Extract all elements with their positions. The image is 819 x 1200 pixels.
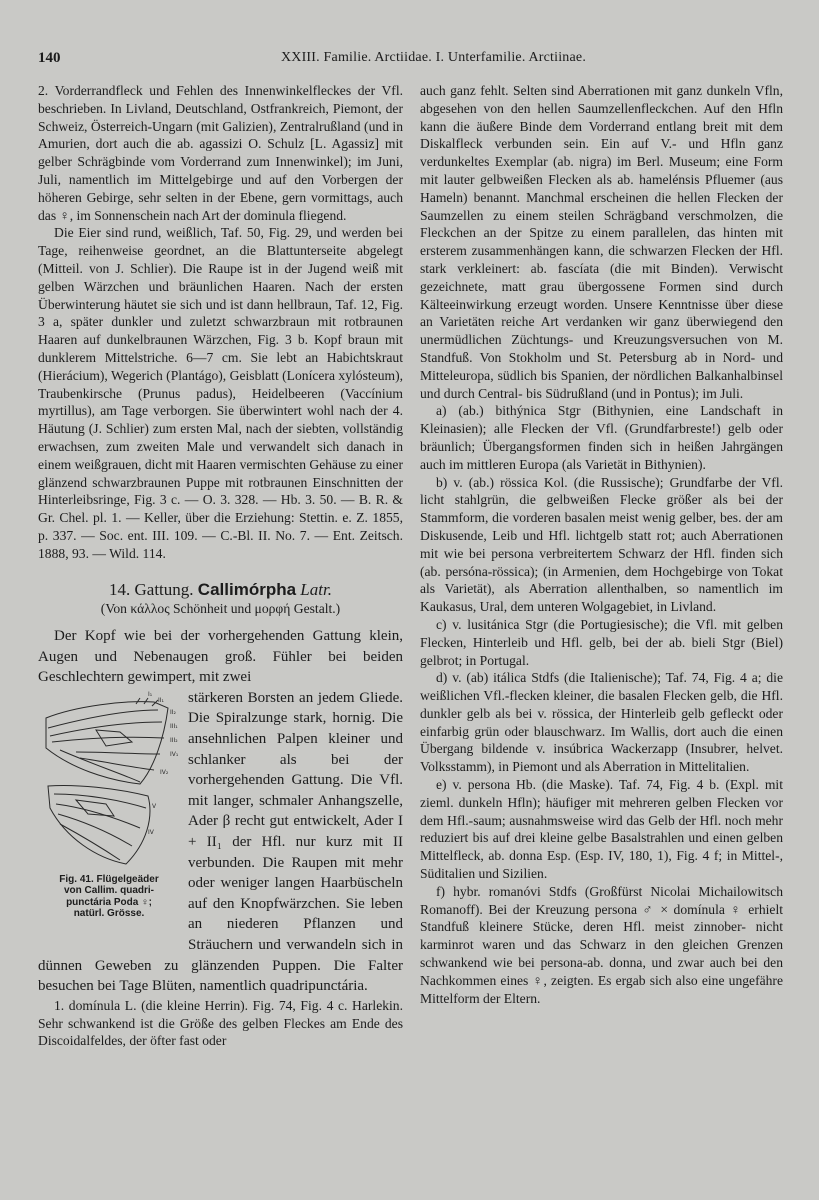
genus-description-wrap: stärkeren Borsten an jedem Gliede. Die Spiralzunge stark, hornig. Die ansehnlichen Palpen kleiner und schlanker als bei der vorhergehenden Gattung. Die Vfl. mit langer, schmaler Anhangszelle, Ader β recht gut entwickelt, Ader I + II₁ der Hfl. nur kurz mit II verbunden. Die Raupen mit mehr oder weniger langen Haarbüscheln auf den Knopfwärzchen. Sie leben an niederen Pflanzen und Sträuchern und verwandeln sich in dünnen Geweben zu glänzenden Puppen. Die Falter besuchen bei Tage Blüten, namentlich quadripunctária.	[38, 689, 403, 995]
figure-caption-line-4: natürl. Grösse.	[73, 908, 145, 920]
svg-text:IV₁: IV₁	[170, 750, 179, 758]
svg-text:I₁: I₁	[148, 690, 153, 698]
variety-b-rossica: b) v. (ab.) rössica Kol. (die Russische); Grundfarbe der Vfl. licht stahlgrün, die gelbweißen Flecke größer als bei der Stammform, die vorderen basalen meist wenig gelber, bes. der am Diskusende, Leib und Hfl. lichtgelb statt rot; auch Aberrationen mit wie bei persona verbreitertem Schwarz der Hfl. finden sich (ab. persóna-rössica); (in Armenien, dem Hochgebirge von Tokat als Varietät), als Aberration allenthalben, so namentlich im Kaukasus, Ural, dem unteren Wolgagebiet, in Livland.	[420, 474, 783, 615]
figure-caption-line-2: von Callim. quadri-	[63, 885, 154, 897]
variety-a-bithynica: a) (ab.) bithýnica Stgr (Bithynien, eine Landschaft in Kleinasien); alle Flecken der Vfl. (Grundfarbreste!) gelb oder bräunlich; Übergangsformen finden sich in heißen Jahrgängen auch im mittleren Europa (als Varietät in Bithynien).	[420, 403, 783, 472]
wing-venation-figure	[36, 688, 182, 938]
svg-text:IV: IV	[148, 828, 154, 836]
figure-caption-line-1: Fig. 41. Flügelgeäder	[59, 873, 159, 885]
svg-text:II₁: II₁	[158, 696, 164, 704]
figure-caption-line-3: punctária Poda ♀;	[66, 896, 152, 908]
figure-caption	[36, 874, 182, 920]
running-head-title: XXIII. Familie. Arctiidae. I. Unterfamilie. Arctiinae.	[280, 50, 587, 65]
left-column	[38, 82, 403, 1050]
page-number: 140	[38, 50, 61, 66]
wing-venation-drawing	[36, 688, 182, 874]
right-paragraph-1: auch ganz fehlt. Selten sind Aberrationen mit ganz dunkeln Vfln, abgesehen von den hellen Saumzellenfleckchen. Auf den Hfln kann die äußere Binde dem Vorderrand entlang breit mit dem Diskalfleck verbunden sein. Ein auf V.- und Hfln ganz verdunkeltes Exemplar (ab. nigra) im Berl. Museum; eine Form mit lauter gelbweißen Flecken als ab. hamelénsis Pfluemer (aus Hameln) benannt. Manchmal erscheinen die hellen Flecken der Saumzellen zu einem steilen Schrägband verschmolzen, die Fleckchen an der Spitze zu einem parallelen, das hinten mit ersterem zusammenhängen kann, die schwarzen Flecken der Hfl. stark verkleinert: ab. fascíata (die mit Binden). Verwischt gezeichnete, matt grau übergossene Formen sind durch Kälteeinwirkung erzeugt worden. Unsere Kenntnisse über diese an Varietäten reiche Art verdanken wir ganz überwiegend den unermüdlichen Züchtungs- und Kreuzungsversuchen von M. Standfuß. Von Stokholm und St. Petersburg ab in Nord- und Mitteleuropa, südlich bis Spanien, der nördlichen Balkanhalbinsel und durch Central- bis Südrußland (und in Pontus); im Juli.	[420, 83, 783, 401]
genus-author: Latr.	[300, 579, 332, 599]
left-paragraph-1: 2. Vorderrandfleck und Fehlen des Innenwinkelfleckes der Vfl. beschrieben. In Livland, Deutschland, Ostfrankreich, Piemont, der Schweiz, Österreich-Ungarn (mit Galizien), Zentralrußland (und in Amurien, dort auch die ab. agassizi O. Schulz [L. Agassiz] mit gelber Schrägbinde vom Vorderrand zum Innenwinkel); im Juni, Juli, namentlich im Mittelgebirge und auf den Vorbergen der höheren Gebirge, sehr selten in der Ebene, gern vormittags, auch das ♀, im Sonnenschein nach Art der dominula fliegend.	[38, 83, 403, 223]
species-dominula-intro: 1. domínula L. (die kleine Herrin). Fig. 74, Fig. 4 c. Harlekin. Sehr schwankend ist die Größe des gelben Fleckes am Ende des Discoidalfeldes, der öfter fast oder	[38, 997, 403, 1049]
svg-text:V: V	[152, 802, 157, 810]
svg-text:II₂: II₂	[170, 708, 176, 716]
genus-heading	[38, 581, 403, 599]
right-column	[420, 82, 783, 1007]
svg-text:III₁: III₁	[170, 722, 178, 730]
genus-name: Callimórpha	[197, 579, 297, 599]
variety-e-persona: e) v. persona Hb. (die Maske). Taf. 74, Fig. 4 b. (Expl. mit zieml. dunkeln Hfln); häufiger mit mehreren gelben Flecken vor dem Hfl.-saum; ausnahmsweise wird das Gelb der Hfl. noch mehr reduziert bis auf drei kleine gelbe Basalstrahlen und einen gelben Mittelfleck, ab. donna Esp. (Esp. IV, 180, 1), Fig. 4 f; in Mittel-, Süditalien und Sizilien.	[420, 777, 783, 882]
genus-number: 14. Gattung.	[109, 579, 194, 599]
genus-description-top: Der Kopf wie bei der vorhergehenden Gattung klein, Augen und Nebenaugen groß. Fühler bei beiden Geschlechtern gewimpert, mit zwei	[38, 628, 403, 686]
svg-text:IV₂: IV₂	[160, 768, 169, 776]
genus-description	[38, 626, 403, 997]
variety-d-italica: d) v. (ab) itálica Stdfs (die Italienische); Taf. 74, Fig. 4 a; die weißlichen Vfl.-flecken kleiner, die basalen Flecken gelb, die Hfl. dunkler gelb als bei v. rössica, der Hinterleib gelb gefleckt oder einfarbig grün oder blauschwarz. Im Wallis, dort auch die einen Übergang bildende v. insúbrica Wackerzapp (Insubrer, helvet. Volksstamm), in Piemont und als Aberration in Mittelitalien.	[420, 670, 783, 775]
genus-etymology: (Von κάλλος Schönheit und μορφή Gestalt.)	[100, 601, 341, 617]
variety-c-lusitanica: c) v. lusitánica Stgr (die Portugiesische); die Vfl. mit gelben Flecken, Hinterleib und Hfl. gelb, bei der ab. bieli Stgr (Biel) gelbrot; in Portugal.	[420, 616, 783, 668]
running-header	[38, 50, 789, 70]
svg-text:III₂: III₂	[170, 736, 178, 744]
hybrid-f-romanovi: f) hybr. romanóvi Stdfs (Großfürst Nicolai Michailowitsch Romanoff). Bei der Kreuzung persona ♂ × domínula ♀ erhielt Standfuß kleinere Stücke, deren Hfl. meist zinnober- nicht karminrot waren und das Schwarz in den gleichen Grenzen schwankend wie bei persona-ab. donna, und zwar auch bei den Nachkommen eines ♀, zeigten. Es ergab sich also eine ungefähre Mittelform der Eltern.	[420, 883, 783, 1006]
left-paragraph-2: Die Eier sind rund, weißlich, Taf. 50, Fig. 29, und werden bei Tage, reihenweise geordnet, an die Blattunterseite abgelegt (Mitteil. von J. Schlier). Die Raupe ist in der Jugend weiß mit gelben Wärzchen und bräunlichen Haaren. Nach der ersten Überwinterung häutet sie sich und ist dann hellbraun, Taf. 12, Fig. 3 a, später dunkler und zuletzt schwarzbraun mit rotbraunen Haaren auf dunkelbraunen Wärzchen, Fig. 3 b. Kopf braun mit dunklerem Mittelstriche. 6—7 cm. Sie lebt an Habichtskraut (Hierácium), Wegerich (Plantágo), Geisblatt (Lonícera xylósteum), Traubenkirsche (Prunus padus), Heidelbeeren (Vaccínium myrtillus), am Tage verborgen. Sie überwintert wohl nach der 4. Häutung (J. Schlier) zum ersten Mal, nach der siebten, vollständig erwachsen, zum zweiten Male und verwandelt sich danach in einem weißgrauen, dicht mit Haaren vermischten Gehäuse zu einer glänzend schwarzbraunen Puppe mit rotbraunen Einschnitten der Hinterleibsringe, Fig. 3 c. — O. 3. 328. — Hb. 3. 50. — B. R. & Gr. Chel. pl. 1. — Keller, über die Erziehung: Stettin. e. Z. 1855, p. 337. — Soc. ent. III. 109. — C.-Bl. II. No. 7. — Ent. Zeitsch. 1888, 93. — Wild. 114.	[38, 225, 403, 561]
